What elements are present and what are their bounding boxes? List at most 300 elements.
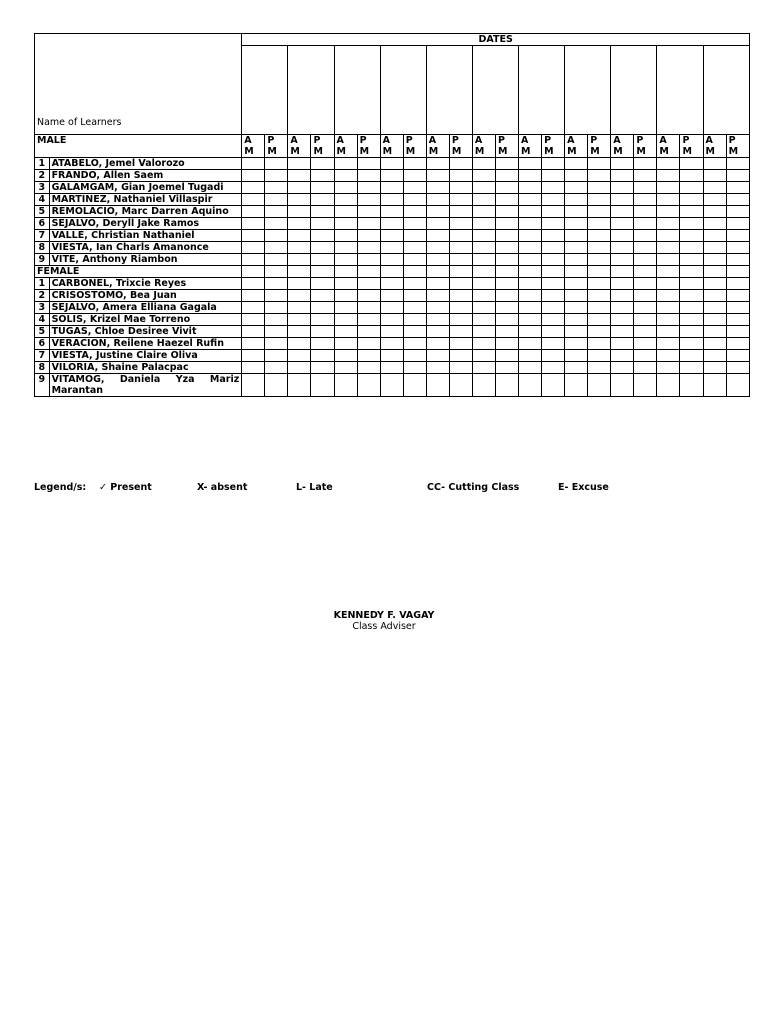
attendance-cell[interactable] — [726, 362, 749, 374]
attendance-cell[interactable] — [588, 266, 611, 278]
attendance-cell[interactable] — [495, 242, 518, 254]
attendance-cell[interactable] — [703, 266, 726, 278]
attendance-cell[interactable] — [426, 326, 449, 338]
attendance-cell[interactable] — [657, 278, 680, 290]
attendance-cell[interactable] — [611, 290, 634, 302]
attendance-cell[interactable] — [311, 230, 334, 242]
attendance-cell[interactable] — [472, 278, 495, 290]
attendance-cell[interactable] — [242, 254, 265, 266]
attendance-cell[interactable] — [403, 290, 426, 302]
attendance-cell[interactable] — [634, 266, 657, 278]
attendance-cell[interactable] — [542, 278, 565, 290]
attendance-cell[interactable] — [357, 278, 380, 290]
attendance-cell[interactable] — [403, 218, 426, 230]
attendance-cell[interactable] — [334, 266, 357, 278]
attendance-cell[interactable] — [542, 314, 565, 326]
attendance-cell[interactable] — [449, 230, 472, 242]
attendance-cell[interactable] — [449, 374, 472, 397]
attendance-cell[interactable] — [288, 302, 311, 314]
attendance-cell[interactable] — [334, 206, 357, 218]
attendance-cell[interactable] — [242, 194, 265, 206]
attendance-cell[interactable] — [542, 302, 565, 314]
attendance-cell[interactable] — [265, 350, 288, 362]
date-input-cell[interactable] — [565, 46, 611, 135]
attendance-cell[interactable] — [265, 326, 288, 338]
attendance-cell[interactable] — [334, 230, 357, 242]
attendance-cell[interactable] — [334, 278, 357, 290]
attendance-cell[interactable] — [380, 218, 403, 230]
attendance-cell[interactable] — [403, 278, 426, 290]
attendance-cell[interactable] — [288, 326, 311, 338]
attendance-cell[interactable] — [519, 302, 542, 314]
attendance-cell[interactable] — [242, 338, 265, 350]
attendance-cell[interactable] — [657, 326, 680, 338]
attendance-cell[interactable] — [334, 218, 357, 230]
attendance-cell[interactable] — [634, 230, 657, 242]
attendance-cell[interactable] — [242, 326, 265, 338]
attendance-cell[interactable] — [265, 158, 288, 170]
attendance-cell[interactable] — [311, 206, 334, 218]
attendance-cell[interactable] — [726, 314, 749, 326]
attendance-cell[interactable] — [703, 158, 726, 170]
attendance-cell[interactable] — [657, 182, 680, 194]
attendance-cell[interactable] — [288, 158, 311, 170]
attendance-cell[interactable] — [542, 230, 565, 242]
attendance-cell[interactable] — [403, 158, 426, 170]
attendance-cell[interactable] — [288, 290, 311, 302]
attendance-cell[interactable] — [611, 194, 634, 206]
attendance-cell[interactable] — [357, 290, 380, 302]
attendance-cell[interactable] — [588, 182, 611, 194]
attendance-cell[interactable] — [703, 206, 726, 218]
attendance-cell[interactable] — [726, 218, 749, 230]
attendance-cell[interactable] — [242, 290, 265, 302]
attendance-cell[interactable] — [334, 374, 357, 397]
attendance-cell[interactable] — [611, 338, 634, 350]
attendance-cell[interactable] — [472, 350, 495, 362]
attendance-cell[interactable] — [657, 206, 680, 218]
attendance-cell[interactable] — [311, 182, 334, 194]
attendance-cell[interactable] — [334, 350, 357, 362]
attendance-cell[interactable] — [472, 302, 495, 314]
attendance-cell[interactable] — [357, 194, 380, 206]
attendance-cell[interactable] — [588, 194, 611, 206]
attendance-cell[interactable] — [657, 170, 680, 182]
attendance-cell[interactable] — [472, 362, 495, 374]
attendance-cell[interactable] — [472, 194, 495, 206]
attendance-cell[interactable] — [357, 158, 380, 170]
attendance-cell[interactable] — [311, 278, 334, 290]
attendance-cell[interactable] — [726, 350, 749, 362]
attendance-cell[interactable] — [726, 374, 749, 397]
attendance-cell[interactable] — [449, 218, 472, 230]
attendance-cell[interactable] — [726, 158, 749, 170]
attendance-cell[interactable] — [519, 242, 542, 254]
attendance-cell[interactable] — [680, 218, 703, 230]
attendance-cell[interactable] — [426, 374, 449, 397]
attendance-cell[interactable] — [357, 182, 380, 194]
attendance-cell[interactable] — [657, 290, 680, 302]
attendance-cell[interactable] — [542, 326, 565, 338]
attendance-cell[interactable] — [242, 362, 265, 374]
attendance-cell[interactable] — [403, 302, 426, 314]
attendance-cell[interactable] — [242, 182, 265, 194]
attendance-cell[interactable] — [311, 194, 334, 206]
attendance-cell[interactable] — [495, 266, 518, 278]
attendance-cell[interactable] — [449, 182, 472, 194]
attendance-cell[interactable] — [288, 242, 311, 254]
attendance-cell[interactable] — [726, 254, 749, 266]
attendance-cell[interactable] — [311, 350, 334, 362]
attendance-cell[interactable] — [449, 290, 472, 302]
attendance-cell[interactable] — [380, 290, 403, 302]
date-input-cell[interactable] — [242, 46, 288, 135]
attendance-cell[interactable] — [680, 194, 703, 206]
attendance-cell[interactable] — [634, 170, 657, 182]
attendance-cell[interactable] — [542, 266, 565, 278]
attendance-cell[interactable] — [726, 290, 749, 302]
attendance-cell[interactable] — [403, 206, 426, 218]
attendance-cell[interactable] — [426, 290, 449, 302]
attendance-cell[interactable] — [495, 170, 518, 182]
attendance-cell[interactable] — [426, 206, 449, 218]
attendance-cell[interactable] — [611, 302, 634, 314]
attendance-cell[interactable] — [634, 314, 657, 326]
attendance-cell[interactable] — [449, 302, 472, 314]
attendance-cell[interactable] — [519, 266, 542, 278]
attendance-cell[interactable] — [311, 374, 334, 397]
attendance-cell[interactable] — [680, 362, 703, 374]
attendance-cell[interactable] — [611, 158, 634, 170]
attendance-cell[interactable] — [519, 182, 542, 194]
attendance-cell[interactable] — [634, 362, 657, 374]
attendance-cell[interactable] — [565, 218, 588, 230]
attendance-cell[interactable] — [565, 326, 588, 338]
attendance-cell[interactable] — [495, 278, 518, 290]
attendance-cell[interactable] — [311, 314, 334, 326]
attendance-cell[interactable] — [472, 158, 495, 170]
attendance-cell[interactable] — [565, 314, 588, 326]
attendance-cell[interactable] — [703, 278, 726, 290]
attendance-cell[interactable] — [519, 170, 542, 182]
attendance-cell[interactable] — [380, 266, 403, 278]
attendance-cell[interactable] — [288, 194, 311, 206]
attendance-cell[interactable] — [449, 326, 472, 338]
date-input-cell[interactable] — [519, 46, 565, 135]
attendance-cell[interactable] — [242, 266, 265, 278]
attendance-cell[interactable] — [542, 182, 565, 194]
attendance-cell[interactable] — [334, 242, 357, 254]
attendance-cell[interactable] — [542, 362, 565, 374]
attendance-cell[interactable] — [357, 266, 380, 278]
attendance-cell[interactable] — [495, 290, 518, 302]
attendance-cell[interactable] — [426, 158, 449, 170]
attendance-cell[interactable] — [634, 194, 657, 206]
attendance-cell[interactable] — [726, 266, 749, 278]
attendance-cell[interactable] — [680, 158, 703, 170]
attendance-cell[interactable] — [565, 278, 588, 290]
date-input-cell[interactable] — [380, 46, 426, 135]
attendance-cell[interactable] — [242, 218, 265, 230]
attendance-cell[interactable] — [565, 338, 588, 350]
attendance-cell[interactable] — [519, 278, 542, 290]
attendance-cell[interactable] — [703, 194, 726, 206]
attendance-cell[interactable] — [634, 278, 657, 290]
attendance-cell[interactable] — [611, 362, 634, 374]
attendance-cell[interactable] — [611, 182, 634, 194]
attendance-cell[interactable] — [634, 374, 657, 397]
attendance-cell[interactable] — [588, 254, 611, 266]
attendance-cell[interactable] — [542, 350, 565, 362]
attendance-cell[interactable] — [426, 314, 449, 326]
attendance-cell[interactable] — [380, 158, 403, 170]
attendance-cell[interactable] — [403, 362, 426, 374]
attendance-cell[interactable] — [357, 338, 380, 350]
attendance-cell[interactable] — [403, 182, 426, 194]
attendance-cell[interactable] — [426, 362, 449, 374]
attendance-cell[interactable] — [357, 218, 380, 230]
attendance-cell[interactable] — [634, 350, 657, 362]
attendance-cell[interactable] — [519, 362, 542, 374]
attendance-cell[interactable] — [588, 230, 611, 242]
attendance-cell[interactable] — [495, 374, 518, 397]
attendance-cell[interactable] — [380, 362, 403, 374]
attendance-cell[interactable] — [472, 242, 495, 254]
attendance-cell[interactable] — [449, 158, 472, 170]
attendance-cell[interactable] — [472, 266, 495, 278]
attendance-cell[interactable] — [542, 206, 565, 218]
attendance-cell[interactable] — [519, 326, 542, 338]
attendance-cell[interactable] — [288, 374, 311, 397]
date-input-cell[interactable] — [703, 46, 749, 135]
attendance-cell[interactable] — [519, 254, 542, 266]
attendance-cell[interactable] — [703, 290, 726, 302]
attendance-cell[interactable] — [657, 314, 680, 326]
attendance-cell[interactable] — [311, 158, 334, 170]
attendance-cell[interactable] — [680, 374, 703, 397]
attendance-cell[interactable] — [449, 206, 472, 218]
attendance-cell[interactable] — [703, 314, 726, 326]
attendance-cell[interactable] — [495, 362, 518, 374]
attendance-cell[interactable] — [519, 194, 542, 206]
attendance-cell[interactable] — [588, 350, 611, 362]
attendance-cell[interactable] — [611, 170, 634, 182]
attendance-cell[interactable] — [380, 374, 403, 397]
attendance-cell[interactable] — [380, 230, 403, 242]
attendance-cell[interactable] — [495, 314, 518, 326]
attendance-cell[interactable] — [634, 338, 657, 350]
attendance-cell[interactable] — [265, 266, 288, 278]
attendance-cell[interactable] — [703, 170, 726, 182]
attendance-cell[interactable] — [726, 206, 749, 218]
attendance-cell[interactable] — [565, 158, 588, 170]
attendance-cell[interactable] — [403, 254, 426, 266]
attendance-cell[interactable] — [680, 314, 703, 326]
attendance-cell[interactable] — [495, 350, 518, 362]
attendance-cell[interactable] — [357, 314, 380, 326]
attendance-cell[interactable] — [334, 158, 357, 170]
attendance-cell[interactable] — [726, 170, 749, 182]
attendance-cell[interactable] — [426, 242, 449, 254]
attendance-cell[interactable] — [472, 314, 495, 326]
attendance-cell[interactable] — [311, 254, 334, 266]
attendance-cell[interactable] — [357, 374, 380, 397]
attendance-cell[interactable] — [542, 218, 565, 230]
attendance-cell[interactable] — [565, 362, 588, 374]
attendance-cell[interactable] — [703, 326, 726, 338]
attendance-cell[interactable] — [495, 194, 518, 206]
attendance-cell[interactable] — [542, 374, 565, 397]
date-input-cell[interactable] — [657, 46, 703, 135]
attendance-cell[interactable] — [403, 242, 426, 254]
attendance-cell[interactable] — [657, 158, 680, 170]
attendance-cell[interactable] — [611, 374, 634, 397]
attendance-cell[interactable] — [357, 350, 380, 362]
attendance-cell[interactable] — [449, 266, 472, 278]
attendance-cell[interactable] — [449, 338, 472, 350]
attendance-cell[interactable] — [380, 338, 403, 350]
attendance-cell[interactable] — [519, 290, 542, 302]
attendance-cell[interactable] — [726, 338, 749, 350]
attendance-cell[interactable] — [657, 362, 680, 374]
attendance-cell[interactable] — [472, 254, 495, 266]
attendance-cell[interactable] — [703, 182, 726, 194]
attendance-cell[interactable] — [565, 170, 588, 182]
attendance-cell[interactable] — [334, 254, 357, 266]
attendance-cell[interactable] — [472, 326, 495, 338]
attendance-cell[interactable] — [611, 218, 634, 230]
attendance-cell[interactable] — [703, 350, 726, 362]
date-input-cell[interactable] — [426, 46, 472, 135]
attendance-cell[interactable] — [334, 194, 357, 206]
attendance-cell[interactable] — [403, 230, 426, 242]
attendance-cell[interactable] — [611, 242, 634, 254]
attendance-cell[interactable] — [311, 338, 334, 350]
attendance-cell[interactable] — [403, 194, 426, 206]
attendance-cell[interactable] — [472, 338, 495, 350]
attendance-cell[interactable] — [426, 218, 449, 230]
attendance-cell[interactable] — [588, 242, 611, 254]
attendance-cell[interactable] — [657, 254, 680, 266]
attendance-cell[interactable] — [680, 242, 703, 254]
attendance-cell[interactable] — [265, 338, 288, 350]
attendance-cell[interactable] — [426, 266, 449, 278]
attendance-cell[interactable] — [565, 242, 588, 254]
attendance-cell[interactable] — [611, 254, 634, 266]
date-input-cell[interactable] — [472, 46, 518, 135]
attendance-cell[interactable] — [311, 170, 334, 182]
attendance-cell[interactable] — [403, 314, 426, 326]
attendance-cell[interactable] — [265, 362, 288, 374]
attendance-cell[interactable] — [611, 326, 634, 338]
attendance-cell[interactable] — [426, 278, 449, 290]
attendance-cell[interactable] — [265, 278, 288, 290]
attendance-cell[interactable] — [657, 338, 680, 350]
attendance-cell[interactable] — [680, 326, 703, 338]
attendance-cell[interactable] — [588, 326, 611, 338]
attendance-cell[interactable] — [657, 302, 680, 314]
date-input-cell[interactable] — [334, 46, 380, 135]
attendance-cell[interactable] — [680, 170, 703, 182]
attendance-cell[interactable] — [380, 170, 403, 182]
attendance-cell[interactable] — [403, 170, 426, 182]
attendance-cell[interactable] — [288, 206, 311, 218]
attendance-cell[interactable] — [495, 218, 518, 230]
attendance-cell[interactable] — [265, 302, 288, 314]
attendance-cell[interactable] — [680, 206, 703, 218]
attendance-cell[interactable] — [380, 194, 403, 206]
attendance-cell[interactable] — [703, 230, 726, 242]
attendance-cell[interactable] — [426, 194, 449, 206]
attendance-cell[interactable] — [680, 290, 703, 302]
attendance-cell[interactable] — [542, 170, 565, 182]
attendance-cell[interactable] — [588, 302, 611, 314]
attendance-cell[interactable] — [519, 230, 542, 242]
attendance-cell[interactable] — [242, 302, 265, 314]
attendance-cell[interactable] — [449, 242, 472, 254]
attendance-cell[interactable] — [265, 290, 288, 302]
attendance-cell[interactable] — [495, 206, 518, 218]
attendance-cell[interactable] — [703, 338, 726, 350]
attendance-cell[interactable] — [357, 170, 380, 182]
attendance-cell[interactable] — [311, 266, 334, 278]
attendance-cell[interactable] — [634, 182, 657, 194]
attendance-cell[interactable] — [357, 362, 380, 374]
attendance-cell[interactable] — [588, 314, 611, 326]
date-input-cell[interactable] — [288, 46, 334, 135]
attendance-cell[interactable] — [449, 362, 472, 374]
attendance-cell[interactable] — [726, 194, 749, 206]
attendance-cell[interactable] — [403, 350, 426, 362]
attendance-cell[interactable] — [265, 194, 288, 206]
attendance-cell[interactable] — [519, 314, 542, 326]
attendance-cell[interactable] — [288, 314, 311, 326]
attendance-cell[interactable] — [542, 338, 565, 350]
attendance-cell[interactable] — [519, 350, 542, 362]
attendance-cell[interactable] — [611, 314, 634, 326]
attendance-cell[interactable] — [495, 302, 518, 314]
attendance-cell[interactable] — [611, 206, 634, 218]
attendance-cell[interactable] — [472, 206, 495, 218]
attendance-cell[interactable] — [703, 374, 726, 397]
attendance-cell[interactable] — [588, 218, 611, 230]
attendance-cell[interactable] — [472, 182, 495, 194]
attendance-cell[interactable] — [565, 194, 588, 206]
attendance-cell[interactable] — [588, 290, 611, 302]
attendance-cell[interactable] — [449, 254, 472, 266]
attendance-cell[interactable] — [565, 230, 588, 242]
attendance-cell[interactable] — [634, 206, 657, 218]
attendance-cell[interactable] — [311, 218, 334, 230]
attendance-cell[interactable] — [449, 170, 472, 182]
attendance-cell[interactable] — [634, 242, 657, 254]
attendance-cell[interactable] — [519, 206, 542, 218]
attendance-cell[interactable] — [611, 350, 634, 362]
attendance-cell[interactable] — [588, 278, 611, 290]
attendance-cell[interactable] — [680, 278, 703, 290]
attendance-cell[interactable] — [680, 182, 703, 194]
attendance-cell[interactable] — [565, 350, 588, 362]
attendance-cell[interactable] — [703, 254, 726, 266]
attendance-cell[interactable] — [542, 242, 565, 254]
attendance-cell[interactable] — [426, 350, 449, 362]
attendance-cell[interactable] — [703, 302, 726, 314]
attendance-cell[interactable] — [265, 254, 288, 266]
attendance-cell[interactable] — [380, 278, 403, 290]
attendance-cell[interactable] — [472, 374, 495, 397]
attendance-cell[interactable] — [611, 230, 634, 242]
attendance-cell[interactable] — [334, 338, 357, 350]
